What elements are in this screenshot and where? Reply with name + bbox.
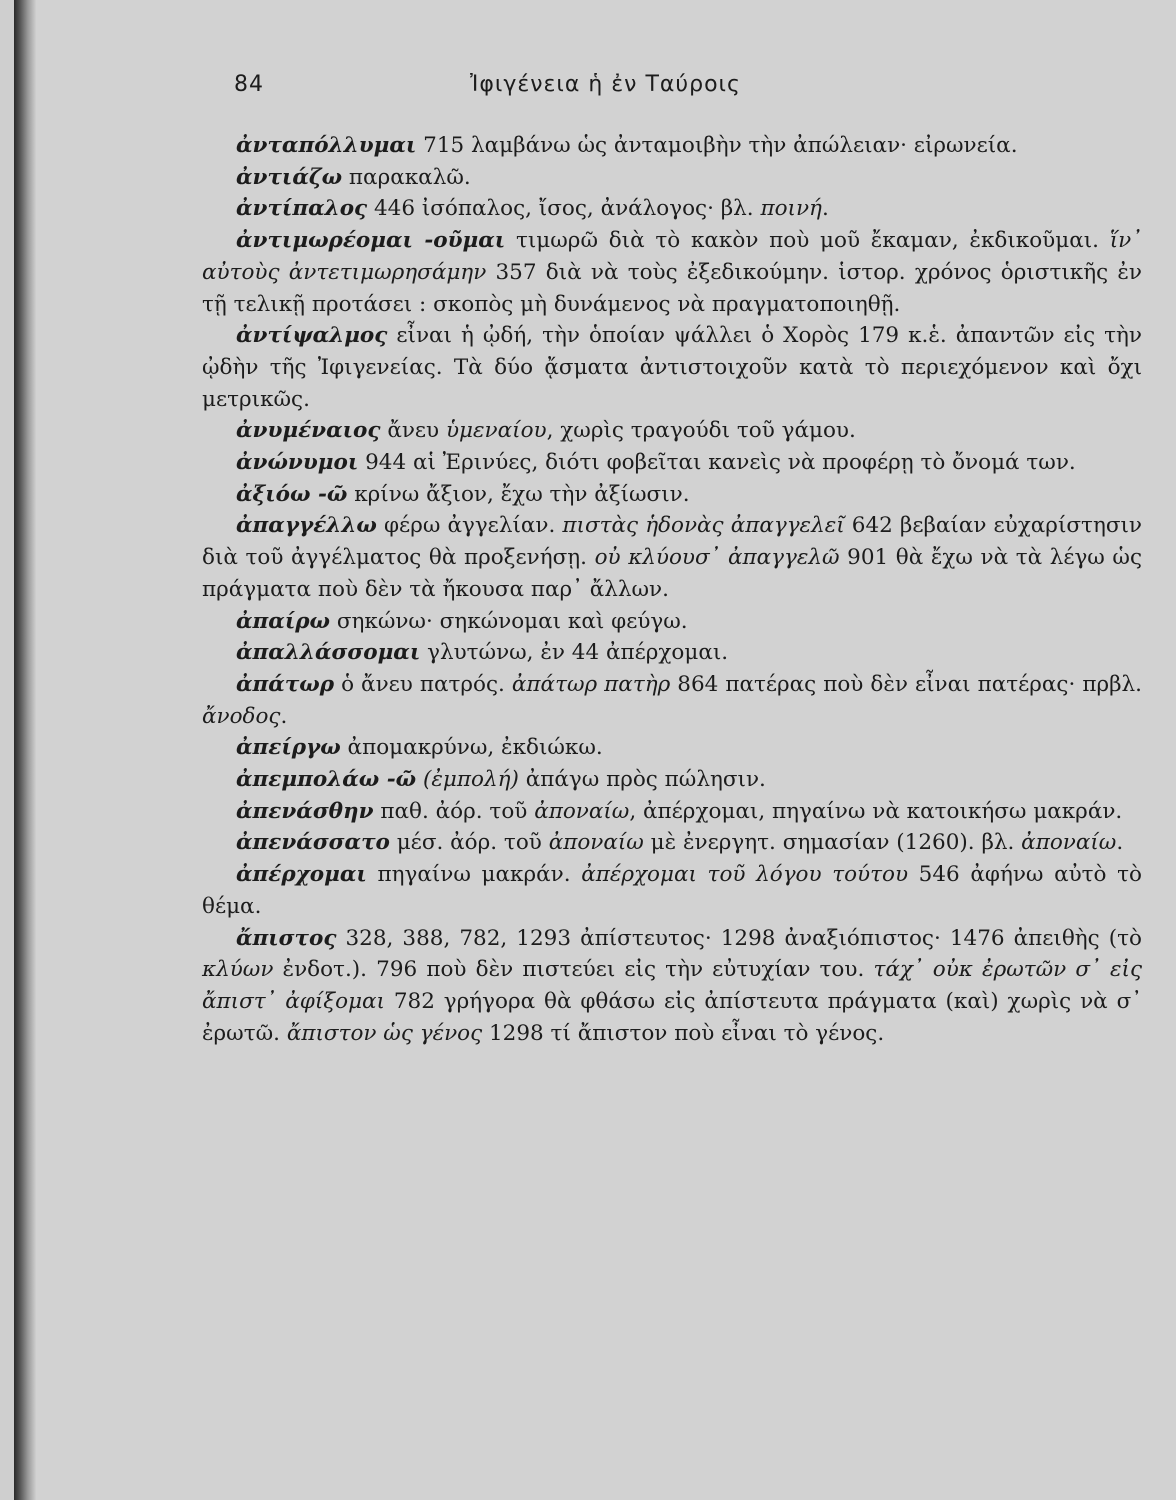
entry-text: εἶναι ἡ ᾠδή, τὴν ὁποίαν ψάλλει ὁ Χορὸς 179 κ.ἑ. ἀπαντῶν εἰς τὴν ᾠδὴν τῆς Ἰφιγενείας. Τὰ δύο ᾄσματα ἀντιστοιχοῦν κατὰ τὸ περιεχόμενον καὶ ὄχι μετρικῶς. [202, 323, 1142, 412]
entry-headword: ἀπενάσσατο [236, 830, 390, 856]
entry-citation: (ἐμπολή) [422, 767, 519, 793]
entry-headword: ἄπιστος [236, 925, 337, 951]
entry-text: , χωρὶς τραγούδι τοῦ γάμου. [546, 418, 856, 444]
glossary-entry [202, 320, 1142, 415]
entry-text: . [280, 703, 288, 729]
entry-text: τιμωρῶ διὰ τὸ κακὸν ποὺ μοῦ ἔκαμαν, ἐκδικοῦμαι. [505, 228, 1110, 254]
glossary-entry [202, 130, 1142, 162]
entry-citation: ἀπέρχομαι τοῦ λόγου τούτου [581, 862, 909, 888]
entry-citation: οὐ κλύουσ᾽ ἀπαγγελῶ [594, 545, 840, 571]
entry-text: 901 θὰ ἔχω νὰ τὰ λέγω ὡς πράγματα ποὺ δὲν τὰ ἤκουσα παρ᾽ ἄλλων. [202, 545, 1142, 602]
glossary-entry [202, 732, 1142, 764]
page [14, 0, 1176, 1500]
entry-text: παρακαλῶ. [342, 164, 471, 190]
glossary-entry [202, 193, 1142, 225]
entry-text: 782 γρήγορα θὰ φθάσω εἰς ἀπίστευτα πράγματα (καὶ) χωρὶς νὰ σ᾽ ἐρωτῶ. [202, 988, 1142, 1046]
entry-text: κρίνω ἄξιον, ἔχω τὴν ἀξίωσιν. [347, 481, 690, 507]
entry-text: 715 λαμβάνω ὡς ἀνταμοιβὴν τὴν ἀπώλειαν· εἰρωνεία. [416, 133, 1018, 158]
entry-text: 642 βεβαίαν εὐχαρίστησιν διὰ τοῦ ἀγγέλματος θὰ προξενήσῃ. [202, 513, 1143, 571]
entry-headword: ἀντίψαλμος [236, 323, 388, 349]
entry-headword: ἀπαγγέλλω [236, 513, 377, 539]
entry-citation: ἄπιστον ὡς γένος [286, 1020, 483, 1046]
glossary-entry [202, 510, 1142, 605]
entry-text: . [1116, 830, 1124, 856]
entry-text [416, 767, 423, 792]
entry-text: 944 αἱ Ἐρινύες, διότι φοβεῖται κανεὶς νὰ προφέρῃ τὸ ὄνομά των. [358, 450, 1076, 476]
entry-headword: ἀπάτωρ [236, 671, 335, 697]
glossary-entry [202, 669, 1142, 732]
glossary-entries [202, 130, 1142, 1049]
entry-headword: ἀνταπόλλυμαι [236, 133, 417, 158]
entry-text: φέρω ἀγγελίαν. [376, 513, 563, 539]
entry-headword: ἀντιάζω [236, 164, 343, 190]
entry-text: 1298 τί ἄπιστον ποὺ εἶναι τὸ γένος. [482, 1020, 885, 1046]
entry-citation: ποινή [760, 196, 822, 222]
entry-headword: ἀντιμωρέομαι -οῦμαι [236, 228, 506, 254]
entry-citation: ὑμεναίου [445, 418, 547, 444]
entry-text: πηγαίνω μακράν. [366, 862, 582, 888]
entry-text: 864 πατέρας ποὺ δὲν εἶναι πατέρας· πρβλ. [670, 671, 1142, 697]
entry-text: ἀπομακρύνω, ἐκδιώκω. [340, 735, 603, 761]
entry-text: ὁ ἄνευ πατρός. [334, 671, 512, 697]
entry-headword: ἀπεμπολάω -ῶ [236, 767, 417, 793]
entry-text: , ἀπέρχομαι, πηγαίνω νὰ κατοικήσω μακράν. [629, 798, 1123, 824]
glossary-entry [202, 827, 1142, 859]
entry-headword: ἀπαλλάσσομαι [236, 640, 421, 666]
binding-edge-shadow [14, 0, 36, 1500]
entry-headword: ἀπείργω [236, 735, 341, 761]
entry-citation: ἄνοδος [202, 703, 281, 729]
glossary-entry [202, 162, 1142, 194]
entry-citation: ἀποναίω [534, 798, 630, 824]
entry-text: μέσ. ἀόρ. τοῦ [389, 830, 549, 856]
page-header [234, 72, 834, 104]
glossary-entry [202, 637, 1142, 669]
entry-text: ἀπάγω πρὸς πώλησιν. [518, 767, 766, 793]
glossary-entry [202, 479, 1142, 511]
entry-headword: ἀπαίρω [236, 608, 330, 634]
glossary-entry [202, 796, 1142, 828]
glossary-entry [202, 415, 1142, 447]
entry-headword: ἀπέρχομαι [236, 862, 367, 888]
entry-text: ἐνδοτ.). 796 ποὺ δὲν πιστεύει εἰς τὴν εὐτυχίαν του. [273, 957, 874, 983]
running-title: Ἰφιγένεια ἡ ἐν Ταύροις [470, 72, 741, 97]
glossary-entry [202, 447, 1142, 479]
entry-text: 328, 388, 782, 1293 ἀπίστευτος· 1298 ἀναξιόπιστος· 1476 ἀπειθὴς (τὸ [336, 925, 1142, 951]
entry-text: 357 διὰ νὰ τοὺς ἐξεδικούμην. ἱστορ. χρόνος ὁριστικῆς ἐν τῇ τελικῇ προτάσει : σκοπὸς μὴ δυνάμενος νὰ πραγματοποιηθῇ. [202, 259, 1142, 317]
glossary-entry [202, 859, 1142, 922]
entry-text: ἄνευ [380, 418, 446, 444]
entry-text: γλυτώνω, ἐν 44 ἀπέρχομαι. [420, 640, 729, 666]
glossary-entry [202, 606, 1142, 638]
entry-headword: ἀπενάσθην [236, 798, 374, 824]
entry-text: παθ. ἀόρ. τοῦ [373, 798, 535, 824]
entry-headword: ἀντίπαλος [236, 196, 368, 222]
entry-citation: πιστὰς ἡδονὰς ἀπαγγελεῖ [562, 513, 845, 539]
entry-text: μὲ ἐνεργητ. σημασίαν (1260). βλ. [643, 830, 1022, 856]
entry-text: 446 ἰσόπαλος, ἴσος, ἀνάλογος· βλ. [367, 196, 761, 222]
glossary-entry [202, 923, 1142, 1050]
entry-citation: ἀποναίω [1021, 830, 1117, 856]
entry-headword: ἀνυμέναιος [236, 418, 381, 444]
entry-citation: ἵν᾽ αὐτοὺς ἀντετιμωρησάμην [202, 228, 1142, 285]
entry-headword: ἀξιόω -ῶ [236, 481, 348, 507]
glossary-entry [202, 225, 1142, 320]
entry-text: . [821, 196, 829, 222]
entry-citation: ἀπάτωρ πατὴρ [511, 671, 671, 697]
entry-citation: κλύων [202, 957, 274, 983]
entry-text: 546 ἀφήνω αὐτὸ τὸ θέμα. [202, 862, 1142, 919]
entry-text: σηκώνω· σηκώνομαι καὶ φεύγω. [330, 608, 688, 634]
entry-citation: ἀποναίω [548, 830, 644, 856]
entry-headword: ἀνώνυμοι [236, 450, 359, 476]
glossary-entry [202, 764, 1142, 796]
entry-citation: τάχ᾽ οὐκ ἐρωτῶν σ᾽ εἰς ἄπιστ᾽ ἀφίξομαι [202, 957, 1142, 1014]
page-number: 84 [234, 72, 264, 97]
